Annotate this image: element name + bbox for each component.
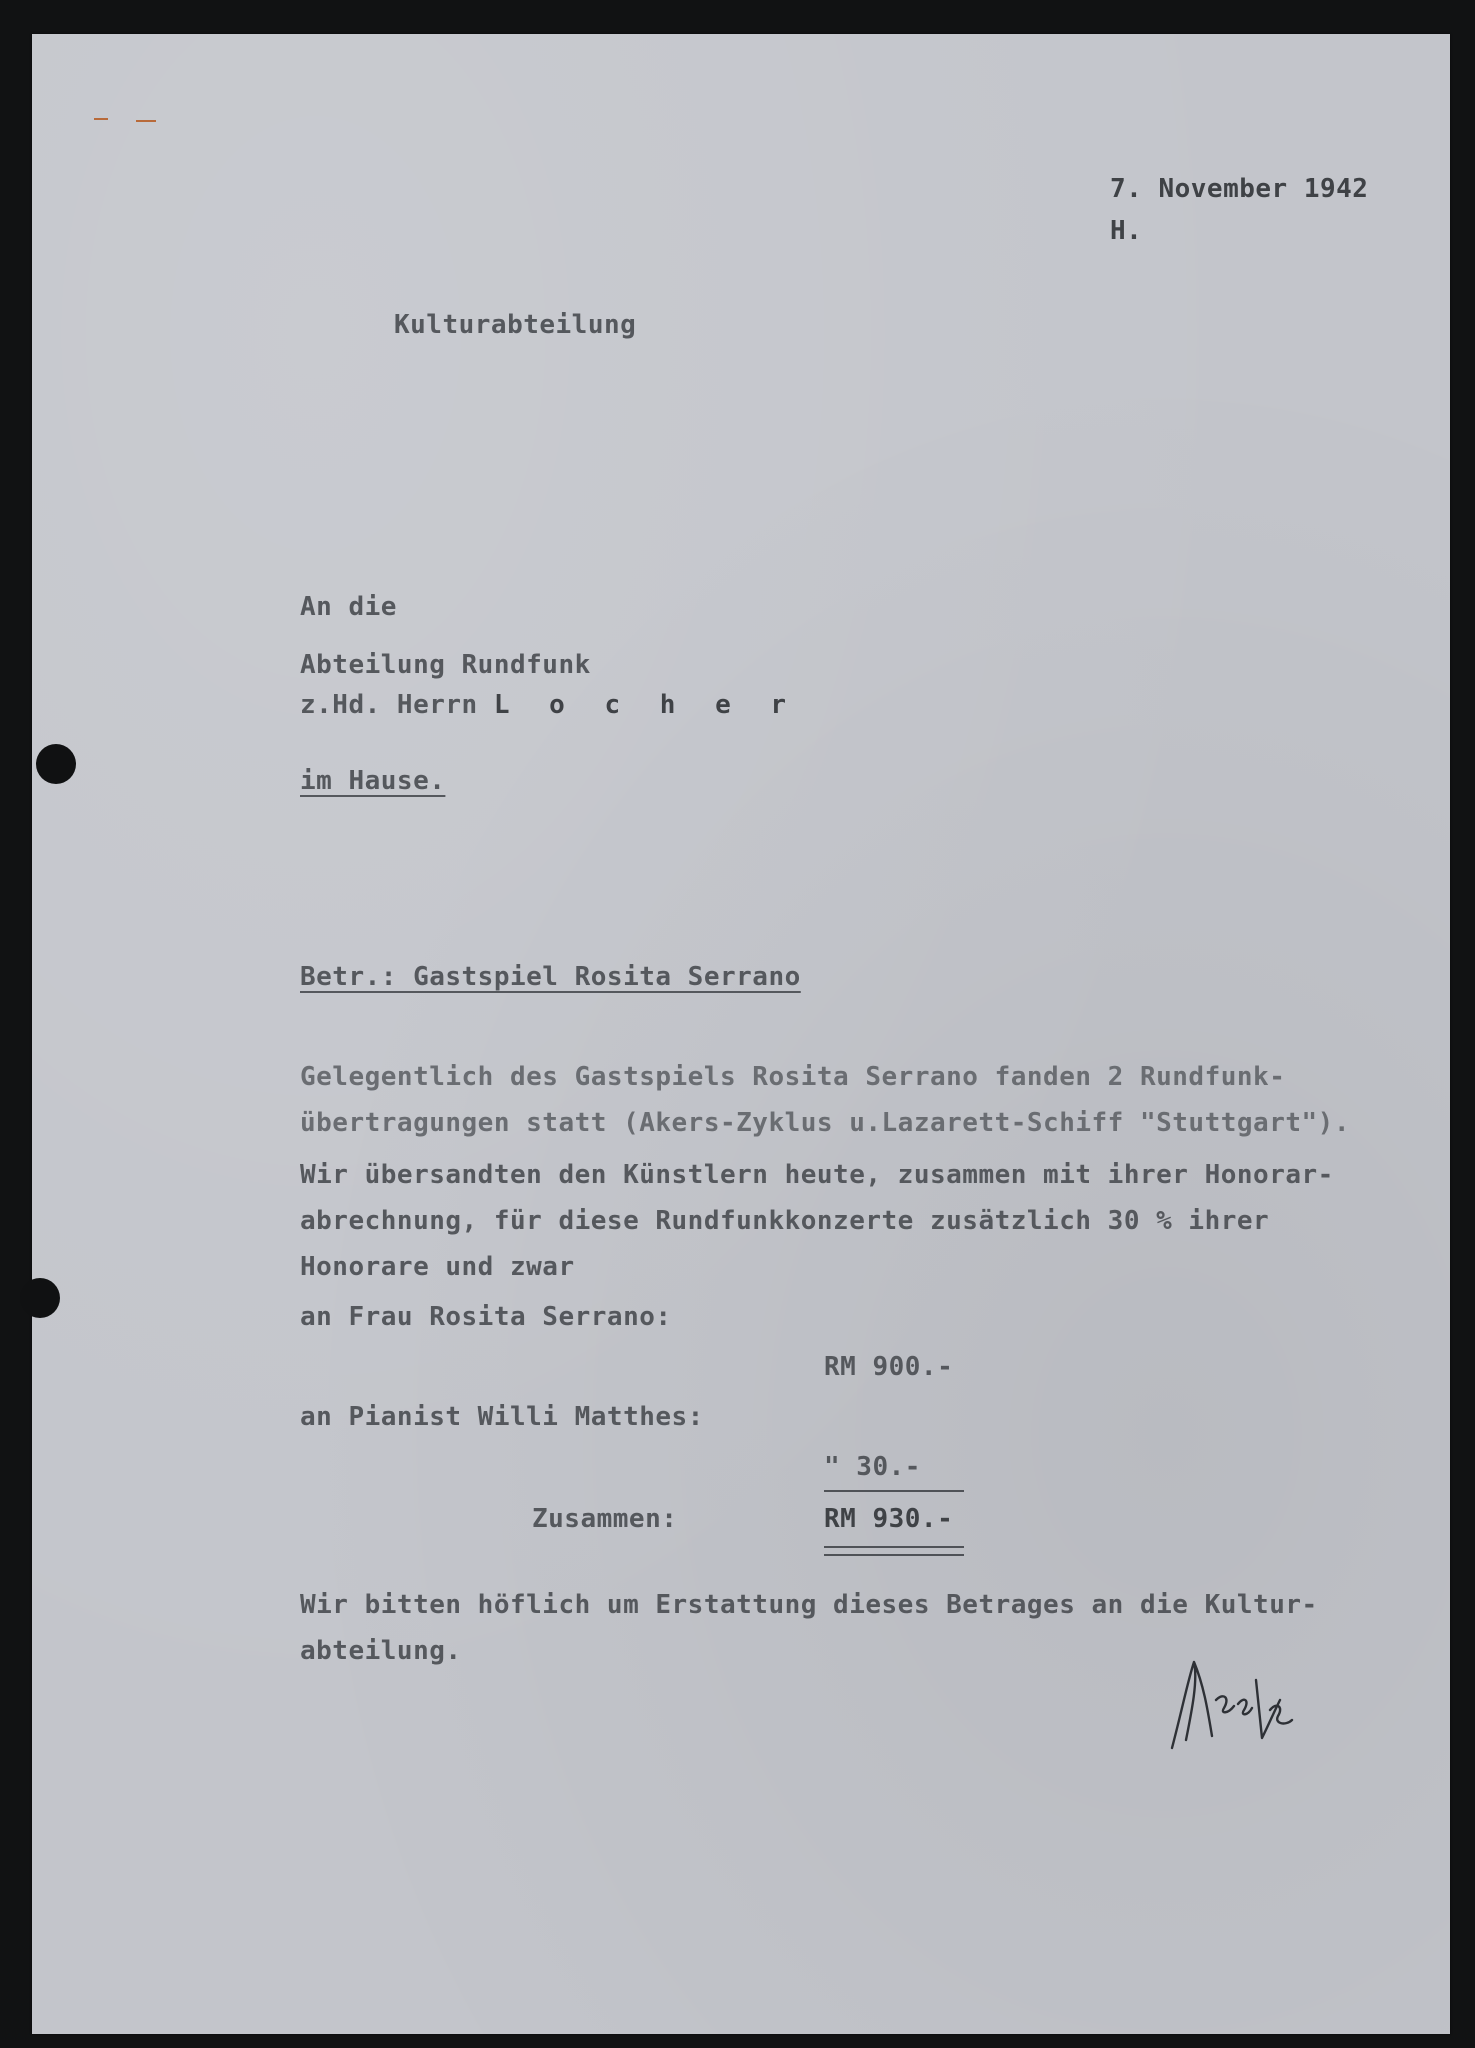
signature-stroke [1172,1662,1292,1748]
total-double-rule [824,1546,964,1556]
payment-total-amount: RM 930.- [824,1504,954,1534]
recipient-line-4: im Hause. [300,766,446,796]
closing-line: abteilung. [300,1636,462,1666]
body-line: Honorare und zwar [300,1252,575,1282]
ink-mark [94,118,108,120]
body-line: übertragungen statt (Akers-Zyklus u.Lazarett-Schiff "Stuttgart"). [300,1108,1350,1138]
sender-department: Kulturabteilung [394,310,637,340]
recipient-attention: z.Hd. Herrn [300,690,478,720]
subject-line: Betr.: Gastspiel Rosita Serrano [300,962,801,992]
letter-page [32,34,1450,2034]
handwritten-signature [1152,1640,1302,1760]
letter-date: 7. November 1942 [1110,174,1369,204]
punch-hole-lower [20,1278,60,1318]
recipient-line-1: An die [300,592,397,622]
author-initial: H. [1110,216,1143,246]
punch-hole-upper [36,744,76,784]
body-line: abrechnung, für diese Rundfunkkonzerte zusätzlich 30 % ihrer [300,1206,1270,1236]
sum-rule [824,1490,964,1492]
payment-label-1: an Frau Rosita Serrano: [300,1302,672,1332]
recipient-line-3 [300,690,798,720]
closing-line: Wir bitten höflich um Erstattung dieses Betrages an die Kultur- [300,1590,1318,1620]
ink-mark [136,120,156,122]
payment-label-2: an Pianist Willi Matthes: [300,1402,704,1432]
body-line: Gelegentlich des Gastspiels Rosita Serrano fanden 2 Rundfunk- [300,1062,1286,1092]
recipient-name: L o c h e r [493,690,799,720]
payment-amount-1: RM 900.- [824,1352,954,1382]
recipient-line-2: Abteilung Rundfunk [300,650,591,680]
payment-amount-2: " 30.- [824,1452,921,1482]
body-line: Wir übersandten den Künstlern heute, zusammen mit ihrer Honorar- [300,1160,1334,1190]
payment-total-label: Zusammen: [532,1504,678,1534]
